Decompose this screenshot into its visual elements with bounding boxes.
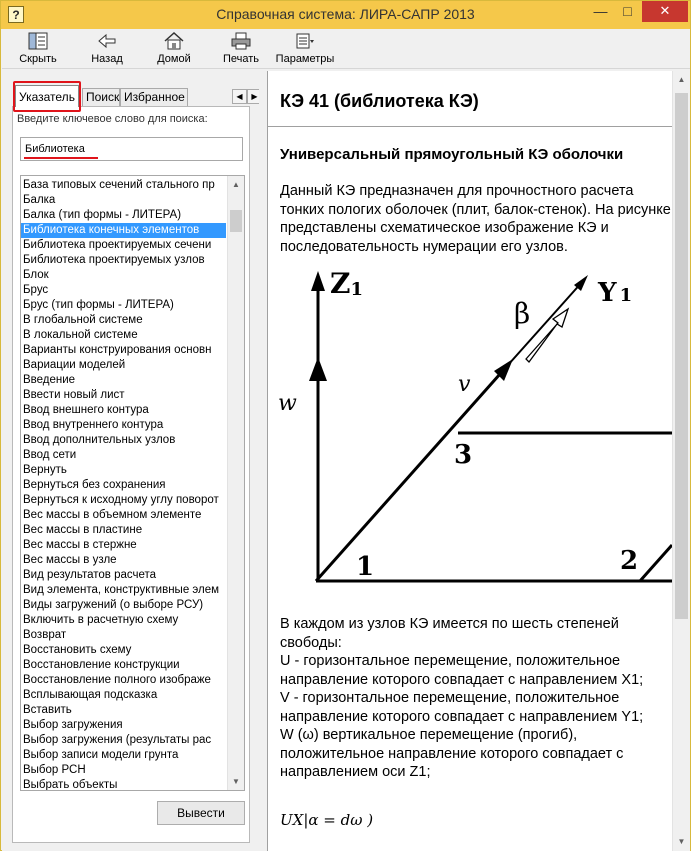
content-pane: [267, 71, 690, 851]
index-list-item[interactable]: Выбор загружения: [23, 719, 123, 731]
dof-description: [280, 615, 672, 782]
scroll-up-icon[interactable]: ▲: [232, 180, 240, 189]
node-2-label: 2: [620, 546, 639, 576]
options-icon: [294, 31, 316, 51]
index-list-item[interactable]: Выбрать объекты: [23, 779, 118, 791]
index-list-item[interactable]: Библиотека конечных элементов: [21, 223, 226, 238]
home-button[interactable]: [149, 31, 199, 65]
node-1-label: 1: [356, 552, 375, 582]
navigation-pane: [2, 70, 259, 851]
index-list-item[interactable]: Всплывающая подсказка: [23, 689, 158, 701]
v-label: v: [458, 372, 471, 397]
index-list-item[interactable]: Вид элемента, конструктивные элем: [23, 584, 220, 596]
back-label: Назад: [91, 53, 123, 65]
index-list-item[interactable]: Вернуть: [23, 464, 67, 476]
index-list-item[interactable]: Варианты конструирования основн: [23, 344, 212, 356]
title-divider: [268, 126, 672, 127]
index-list-item[interactable]: Библиотека проектируемых узлов: [23, 254, 205, 266]
dof-intro: В каждом из узлов КЭ имеется по шесть степеней свободы:: [280, 616, 619, 651]
index-list[interactable]: [20, 175, 245, 791]
print-label: Печать: [222, 53, 260, 65]
back-button[interactable]: [82, 31, 132, 65]
element-diagram: [268, 263, 672, 603]
maximize-button[interactable]: □: [623, 3, 632, 19]
window-title: Справочная система: ЛИРА-САПР 2013: [216, 6, 475, 22]
index-list-item[interactable]: Ввести новый лист: [23, 389, 125, 401]
dof-w: W (ω) вертикальное перемещение (прогиб), положительное направление которого совпадает с направлением оси Z1;: [280, 727, 624, 780]
tab-search[interactable]: Поиск: [82, 88, 120, 106]
index-list-item[interactable]: Виды загружений (о выборе РСУ): [23, 599, 204, 611]
w-label: w: [278, 391, 297, 416]
home-icon: [163, 31, 185, 51]
index-list-item[interactable]: Вернуться к исходному углу поворот: [23, 494, 219, 506]
formula-fragment: UX|α = dω ): [280, 811, 374, 829]
index-list-item[interactable]: Балка: [23, 194, 56, 206]
page-title: КЭ 41 (библиотека КЭ): [280, 91, 479, 111]
show-button[interactable]: Вывести: [157, 801, 245, 825]
close-button[interactable]: ✕: [642, 1, 688, 22]
index-list-item[interactable]: Выбор РСН: [23, 764, 86, 776]
pane-splitter[interactable]: [259, 70, 267, 851]
content-scroll-down-icon[interactable]: ▼: [677, 837, 686, 846]
dof-v: V - горизонтальное перемещение, положительное направление которого совпадает с направлением Y1;: [280, 690, 644, 725]
home-label: Домой: [157, 53, 191, 65]
index-list-scroll-thumb[interactable]: [230, 210, 242, 232]
dof-u: U - горизонтальное перемещение, положительное направление которого совпадает с направлением X1;: [280, 653, 644, 688]
print-button[interactable]: [215, 31, 267, 65]
tab-favorites[interactable]: Избранное: [120, 88, 188, 106]
index-list-item[interactable]: Ввод внутреннего контура: [23, 419, 164, 431]
index-list-item[interactable]: Вернуться без сохранения: [23, 479, 166, 491]
index-list-item[interactable]: Восстановление полного изображе: [23, 674, 211, 686]
scroll-down-icon[interactable]: ▼: [232, 777, 240, 786]
index-list-items: [21, 178, 226, 791]
tab-highlight-annotation: [13, 81, 81, 112]
index-list-item[interactable]: Введение: [23, 374, 76, 386]
index-list-item[interactable]: База типовых сечений стального пр: [23, 179, 215, 191]
index-list-item[interactable]: Ввод сети: [23, 449, 77, 461]
index-list-item[interactable]: Вес массы в пластине: [23, 524, 143, 536]
index-list-item[interactable]: Ввод дополнительных узлов: [23, 434, 176, 446]
beta-label: β: [514, 297, 531, 330]
index-list-item[interactable]: В локальной системе: [23, 329, 138, 341]
svg-text:?: ?: [12, 8, 20, 22]
tab-index[interactable]: Указатель: [15, 85, 79, 107]
index-list-item[interactable]: Вес массы в узле: [23, 554, 117, 566]
back-arrow-icon: [96, 31, 118, 51]
index-list-item[interactable]: Балка (тип формы - ЛИТЕРА): [23, 209, 182, 221]
hide-label: Скрыть: [19, 53, 57, 65]
node-3-label: 3: [454, 440, 473, 470]
content-scrollbar[interactable]: [672, 71, 690, 851]
index-list-item[interactable]: Выбор загружения (результаты рас: [23, 734, 212, 746]
edge-2-4: [640, 545, 672, 581]
tab-scroll-right-button[interactable]: ▶: [247, 89, 262, 104]
index-list-item[interactable]: В глобальной системе: [23, 314, 143, 326]
index-list-item[interactable]: Восстановление конструкции: [23, 659, 180, 671]
index-list-item[interactable]: Включить в расчетную схему: [23, 614, 179, 626]
tab-scroll-left-button[interactable]: ◀: [232, 89, 247, 104]
index-list-item[interactable]: Брус (тип формы - ЛИТЕРА): [23, 299, 174, 311]
index-list-item[interactable]: Брус: [23, 284, 49, 296]
y-axis-label: Y 1: [598, 278, 633, 308]
index-list-item[interactable]: Вид результатов расчета: [23, 569, 157, 581]
intro-paragraph: Данный КЭ предназначен для прочностного расчета тонких пологих оболочек (плит, балок-стенок). На рисунке представлены схематическое изображение КЭ и последовательность нумерации его узлов.: [280, 183, 671, 255]
hide-pane-icon: [27, 31, 49, 51]
index-list-item[interactable]: Вставить: [23, 704, 72, 716]
params-label: Параметры: [275, 53, 335, 65]
content-scroll-up-icon[interactable]: ▲: [677, 75, 686, 84]
toolbar: [2, 29, 690, 69]
index-list-item[interactable]: Блок: [23, 269, 49, 281]
title-bar: [1, 1, 690, 29]
minimize-button[interactable]: —: [593, 3, 608, 19]
keyword-underline-annotation: [24, 157, 98, 159]
hide-button[interactable]: [12, 31, 64, 65]
keyword-label: Введите ключевое слово для поиска:: [17, 113, 208, 125]
index-list-item[interactable]: Вес массы в объемном элементе: [23, 509, 202, 521]
content-scroll-thumb[interactable]: [675, 93, 688, 619]
index-list-item[interactable]: Библиотека проектируемых сечени: [23, 239, 212, 251]
w-arrowhead: [309, 357, 327, 381]
index-list-item[interactable]: Возврат: [23, 629, 67, 641]
printer-icon: [230, 31, 252, 51]
index-list-item[interactable]: Вариации моделей: [23, 359, 126, 371]
index-list-item[interactable]: Вес массы в стержне: [23, 539, 137, 551]
index-panel: [12, 106, 250, 843]
edge-1-3: [316, 365, 508, 581]
z-axis-arrowhead: [311, 271, 325, 291]
beta-double-arrow: [526, 309, 568, 362]
z-axis-label: Z1: [330, 267, 363, 300]
index-list-scrollbar[interactable]: [227, 176, 244, 790]
index-list-item[interactable]: Выбор записи модели грунта: [23, 749, 179, 761]
params-button[interactable]: [274, 31, 336, 65]
section-heading: Универсальный прямоугольный КЭ оболочки: [280, 146, 624, 163]
index-list-item[interactable]: Восстановить схему: [23, 644, 132, 656]
index-list-item[interactable]: Ввод внешнего контура: [23, 404, 149, 416]
